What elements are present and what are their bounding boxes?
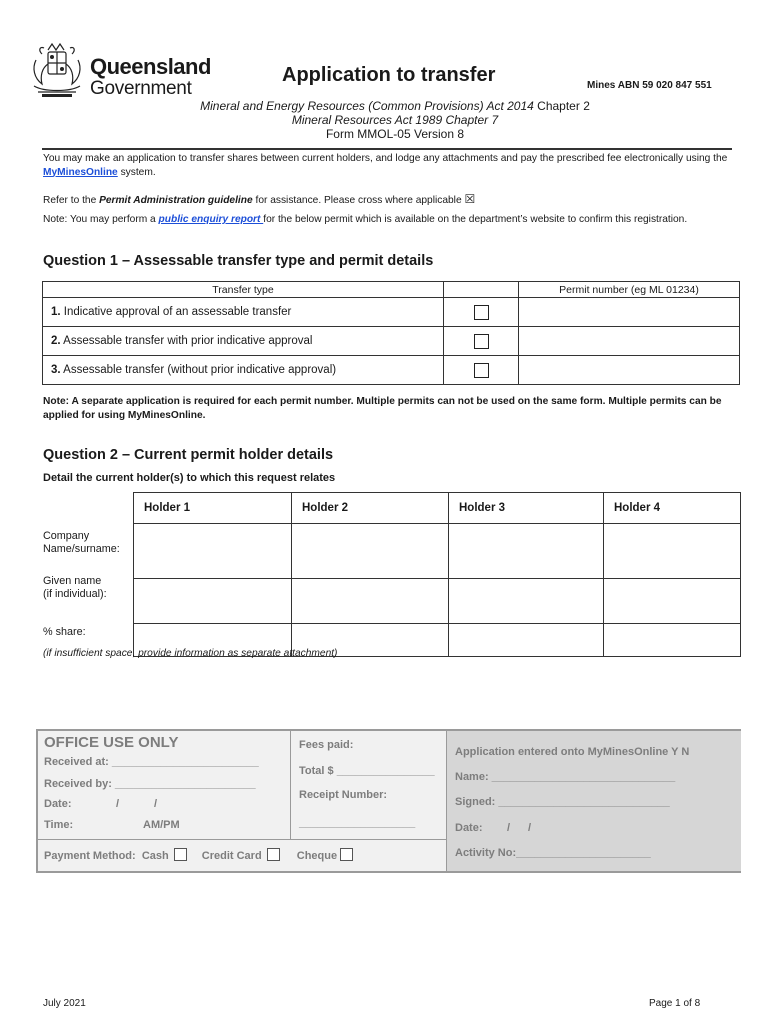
- abn-number: Mines ABN 59 020 847 551: [587, 80, 712, 91]
- holder-details-table: [133, 492, 741, 657]
- note-paragraph: [43, 213, 733, 227]
- credit-card-checkbox[interactable]: [267, 848, 280, 861]
- transfer-type-2-checkbox[interactable]: [474, 334, 489, 349]
- act-line-2: Mineral Resources Act 1989 Chapter 7: [291, 113, 499, 127]
- name-field: Name: ______________________________: [455, 771, 676, 783]
- receipt-number-label: Receipt Number:: [299, 789, 388, 801]
- fees-paid-label: Fees paid:: [299, 739, 354, 751]
- date-label-2: Date:: [455, 822, 483, 834]
- holder-1-header: Holder 1: [134, 493, 292, 524]
- header-divider: [42, 148, 732, 150]
- guideline-paragraph: [43, 193, 733, 208]
- payment-method-row: [44, 848, 353, 862]
- holder-4-company-input[interactable]: [604, 524, 741, 579]
- checkbox-header: [444, 282, 519, 298]
- given-name-label: [43, 575, 107, 600]
- cheque-label: Cheque: [296, 850, 338, 862]
- cash-checkbox[interactable]: [174, 848, 187, 861]
- guideline-text-a: Refer to the: [43, 195, 100, 206]
- payment-method-label: Payment Method:: [44, 850, 136, 862]
- separate-application-note: Note: A separate application is required for each permit number. Multiple permits can not be used on the same form. Multiple permits can be applied for using MyMinesOnline.: [43, 396, 722, 421]
- note-text-b: for the below permit which is available on the department’s website to confirm this registration.: [263, 214, 688, 225]
- act-line-1-italic: Mineral and Energy Resources (Common Provisions) Act 2014: [200, 99, 534, 113]
- signed-field: Signed: ____________________________: [455, 796, 670, 808]
- insufficient-space-note: (if insufficient space, provide information as separate attachment): [43, 648, 338, 659]
- page-number: Page 1 of 8: [649, 998, 701, 1009]
- ampm-label: AM/PM: [143, 819, 180, 831]
- question-1-heading: Question 1 – Assessable transfer type and permit details: [43, 253, 434, 269]
- note-text-a: Note: You may perform a: [43, 214, 159, 225]
- guideline-text-b: for assistance. Please cross where applicable: [252, 195, 465, 206]
- footer-date: July 2021: [43, 998, 86, 1009]
- transfer-row-1: [43, 298, 740, 327]
- share-label: % share:: [43, 626, 86, 638]
- act-line-1-plain: Chapter 2: [533, 99, 590, 113]
- date-slash: /: [507, 822, 511, 834]
- holder-1-given-name-input[interactable]: [134, 579, 292, 624]
- row-label: Indicative approval of an assessable transfer: [60, 306, 292, 318]
- office-divider: [38, 839, 447, 840]
- date-label: Date:: [44, 798, 72, 810]
- received-by-field: Received by: _______________________: [44, 778, 256, 790]
- holder-3-header: Holder 3: [449, 493, 604, 524]
- form-version: Form MMOL-05 Version 8: [325, 127, 465, 141]
- company-label-line1: Company: [43, 530, 90, 542]
- transfer-type-1-checkbox[interactable]: [474, 305, 489, 320]
- office-use-panel: [36, 729, 741, 873]
- date-slash: /: [154, 798, 158, 810]
- row-number: 2.: [51, 335, 61, 347]
- office-use-heading: OFFICE USE ONLY: [44, 734, 179, 751]
- holder-4-header: Holder 4: [604, 493, 741, 524]
- transfer-type-header: Transfer type: [43, 282, 444, 298]
- permit-number-header: Permit number (eg ML 01234): [519, 282, 740, 298]
- intro-text-a: You may make an application to transfer shares between current holders, and lodge any attachments and pay the prescribed fee electronically using the: [43, 153, 728, 164]
- coat-of-arms-icon: [28, 42, 86, 102]
- office-divider: [446, 731, 447, 871]
- gov-name-line2: Government: [90, 78, 192, 99]
- total-field: Total $ ________________: [299, 765, 435, 777]
- crossed-checkbox-icon: ☒: [464, 192, 476, 206]
- intro-paragraph: [43, 152, 733, 179]
- holder-2-header: Holder 2: [292, 493, 449, 524]
- office-divider: [290, 731, 291, 839]
- public-enquiry-report-link[interactable]: public enquiry report: [158, 214, 264, 225]
- transfer-type-table: [42, 281, 740, 385]
- given-name-label-line2: (if individual):: [43, 587, 107, 600]
- given-name-label-line1: Given name: [43, 575, 102, 587]
- receipt-number-line: ___________________: [299, 817, 416, 829]
- transfer-row-2: [43, 327, 740, 356]
- cheque-checkbox[interactable]: [340, 848, 353, 861]
- holder-4-given-name-input[interactable]: [604, 579, 741, 624]
- holder-4-share-input[interactable]: [604, 624, 741, 657]
- holder-2-company-input[interactable]: [292, 524, 449, 579]
- transfer-type-3-checkbox[interactable]: [474, 363, 489, 378]
- form-title: Application to transfer: [282, 64, 496, 86]
- time-label: Time:: [44, 819, 74, 831]
- holder-3-share-input[interactable]: [449, 624, 604, 657]
- permit-number-input-3[interactable]: [519, 356, 740, 385]
- queensland-government-logo: [28, 42, 211, 104]
- guideline-link-text: Permit Administration guideline: [99, 195, 253, 206]
- received-at-field: Received at: ________________________: [44, 756, 259, 768]
- date-slash: /: [116, 798, 120, 810]
- credit-card-label: Credit Card: [201, 850, 262, 862]
- question-2-heading: Question 2 – Current permit holder details: [43, 447, 334, 463]
- activity-number-field: Activity No:______________________: [455, 847, 651, 859]
- date-slash: /: [528, 822, 532, 834]
- holder-2-given-name-input[interactable]: [292, 579, 449, 624]
- company-name-label: [43, 530, 120, 555]
- cash-label: Cash: [141, 850, 169, 862]
- row-label: Assessable transfer with prior indicative approval: [60, 335, 313, 347]
- myminesonline-link[interactable]: MyMinesOnline: [43, 166, 118, 178]
- row-label: Assessable transfer (without prior indicative approval): [60, 364, 337, 376]
- row-number: 3.: [51, 364, 61, 376]
- question-2-subheading: Detail the current holder(s) to which this request relates: [43, 472, 336, 484]
- entered-mymines-label: Application entered onto MyMinesOnline Y N: [455, 746, 690, 758]
- permit-number-input-2[interactable]: [519, 327, 740, 356]
- permit-number-input-1[interactable]: [519, 298, 740, 327]
- company-label-line2: Name/surname:: [43, 542, 120, 555]
- transfer-row-3: [43, 356, 740, 385]
- gov-name-line1: Queensland: [90, 54, 211, 79]
- row-number: 1.: [51, 306, 61, 318]
- holder-3-given-name-input[interactable]: [449, 579, 604, 624]
- holder-1-company-input[interactable]: [134, 524, 292, 579]
- act-line-1: [0, 99, 770, 113]
- intro-text-b: system.: [117, 166, 156, 178]
- holder-3-company-input[interactable]: [449, 524, 604, 579]
